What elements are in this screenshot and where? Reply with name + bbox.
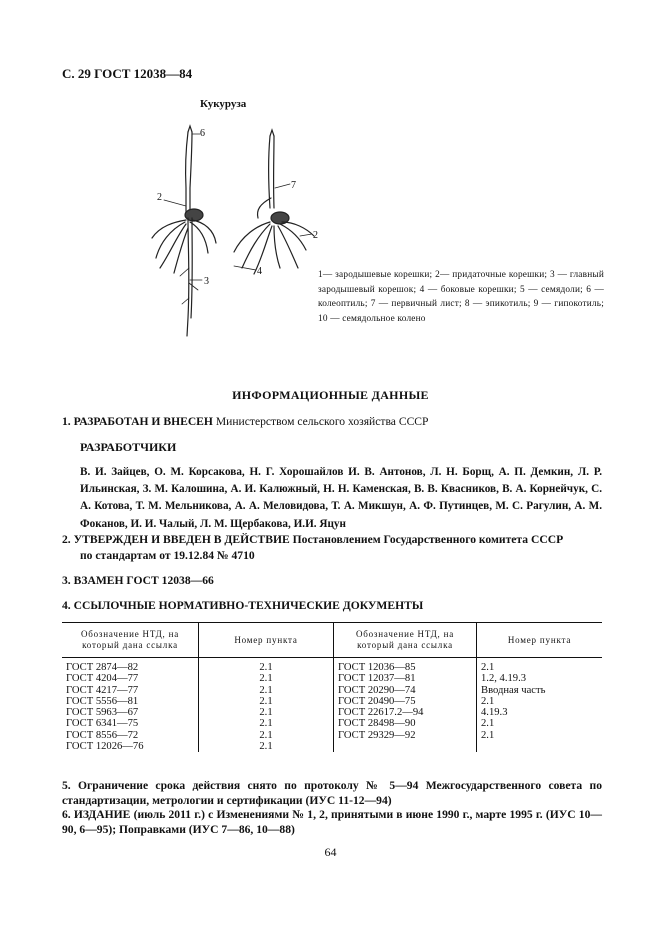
figure-label: 4: [257, 266, 262, 277]
table-cell: 2.1: [199, 658, 334, 674]
table-cell: ГОСТ 5556—81: [66, 695, 139, 707]
table-row: [62, 685, 602, 696]
col-header: Обозначение НТД, на который дана ссылка: [62, 623, 199, 658]
table-row: [62, 730, 602, 741]
item-5: 5. Ограничение срока действия снято по протоколу № 5—94 Межгосударственного совета по стандартизации, метрологии и сертификации (ИУС 11-12—94): [62, 779, 602, 807]
table-cell: ГОСТ 5963—67: [66, 707, 139, 719]
reference-table: [62, 622, 602, 752]
table-cell: ГОСТ 6341—75: [66, 718, 139, 730]
table-cell: 2.1: [199, 730, 334, 741]
item-1-text: Министерством сельского хозяйства СССР: [212, 415, 429, 428]
table-row: [62, 741, 602, 752]
table-row: [62, 718, 602, 729]
page-header: С. 29 ГОСТ 12038—84: [62, 66, 193, 81]
col-header: Номер пункта: [477, 623, 603, 658]
table-cell: 2.1: [477, 730, 603, 741]
item-2-line2: по стандартам от 19.12.84 № 4710: [80, 549, 255, 562]
seedling-illustration: [130, 118, 330, 338]
table-row: [62, 658, 602, 674]
figure-label: 2: [313, 230, 318, 241]
table-cell: 2.1: [199, 718, 334, 729]
figure-caption: 1— зародышевые корешки; 2— придаточные корешки; 3 — главный зародышевый корешок; 4 — боковые корешки; 5 — семядоли; 6 — колеоптиль; 7 — первичный лист; 8 — эпикотиль; 9 — гипокотиль; 10 — семядольное колено: [318, 270, 604, 324]
table-row: [62, 707, 602, 718]
table-cell: ГОСТ 12037—81: [334, 673, 477, 684]
item-2-text: Постановлением Государственного комитета СССР: [289, 533, 564, 546]
table-cell: 4.19.3: [477, 707, 603, 718]
table-cell: 2.1: [477, 658, 603, 674]
figure-label: 3: [204, 276, 209, 287]
table-cell: ГОСТ 20490—75: [334, 696, 477, 707]
table-cell: ГОСТ 28498—90: [334, 718, 477, 729]
table-cell: 2.1: [199, 741, 334, 752]
table-row: [62, 673, 602, 684]
item-2: [62, 532, 602, 548]
table-cell: 2.1: [199, 696, 334, 707]
table-cell: Вводная часть: [477, 685, 603, 696]
figure-label: 6: [200, 128, 205, 139]
developers-heading: РАЗРАБОТЧИКИ: [80, 440, 177, 454]
table-cell: ГОСТ 4204—77: [66, 673, 139, 685]
item-1-lead: 1. РАЗРАБОТАН И ВНЕСЕН: [62, 415, 213, 428]
table-cell: [477, 741, 603, 752]
figure-label: 2: [157, 192, 162, 203]
reference-table-body: [62, 658, 602, 753]
table-cell: ГОСТ 4217—77: [66, 684, 139, 696]
developers-list: В. И. Зайцев, О. М. Корсакова, Н. Г. Хорошайлов И. В. Антонов, Л. Н. Борщ, А. П. Демкин, Л. Р. Ильинская, З. М. Калошина, А. И. Калюжный, Н. Н. Каменская, В. В. Квасников, В. А. Корнейчук, С. А. Котова, Т. М. Мельникова, А. А. Меловидова, Т. А. Микшун, А. Ф. Путинцев, М. С. Рагулин, А. М. Фоканов, И. И. Чалый, Л. М. Щербакова, И.И. Яцун: [80, 466, 602, 530]
item-6: 6. ИЗДАНИЕ (июль 2011 г.) с Изменениями № 1, 2, принятыми в июне 1990 г., марте 1995 г. (ИУС 10—90, 6—95); Поправками (ИУС 7—86, 10—88): [62, 808, 602, 836]
figure-label: 7: [291, 180, 296, 191]
table-cell: 2.1: [199, 685, 334, 696]
table-cell: 2.1: [199, 673, 334, 684]
section-title: ИНФОРМАЦИОННЫЕ ДАННЫЕ: [232, 388, 429, 402]
table-cell: ГОСТ 12036—85: [334, 658, 477, 674]
page-number: 64: [324, 845, 337, 859]
item-4: 4. ССЫЛОЧНЫЕ НОРМАТИВНО-ТЕХНИЧЕСКИЕ ДОКУМЕНТЫ: [62, 599, 424, 612]
table-cell: 2.1: [477, 696, 603, 707]
item-3: 3. ВЗАМЕН ГОСТ 12038—66: [62, 574, 214, 587]
table-cell: ГОСТ 29329—92: [334, 730, 477, 741]
table-cell: ГОСТ 12026—76: [66, 741, 144, 753]
item-2-lead: 2. УТВЕРЖДЕН И ВВЕДЕН В ДЕЙСТВИЕ: [62, 533, 290, 546]
table-cell: 1.2, 4.19.3: [477, 673, 603, 684]
figure-title: Кукуруза: [200, 98, 247, 110]
table-row: [62, 696, 602, 707]
table-cell: ГОСТ 22617.2—94: [334, 707, 477, 718]
table-cell: 2.1: [477, 718, 603, 729]
table-cell: ГОСТ 8556—72: [66, 729, 139, 741]
col-header: Обозначение НТД, на который дана ссылка: [334, 623, 477, 658]
item-1: [62, 414, 602, 430]
table-cell: [334, 741, 477, 752]
table-cell: ГОСТ 2874—82: [66, 662, 139, 673]
table-cell: 2.1: [199, 707, 334, 718]
table-cell: ГОСТ 20290—74: [334, 685, 477, 696]
col-header: Номер пункта: [199, 623, 334, 658]
